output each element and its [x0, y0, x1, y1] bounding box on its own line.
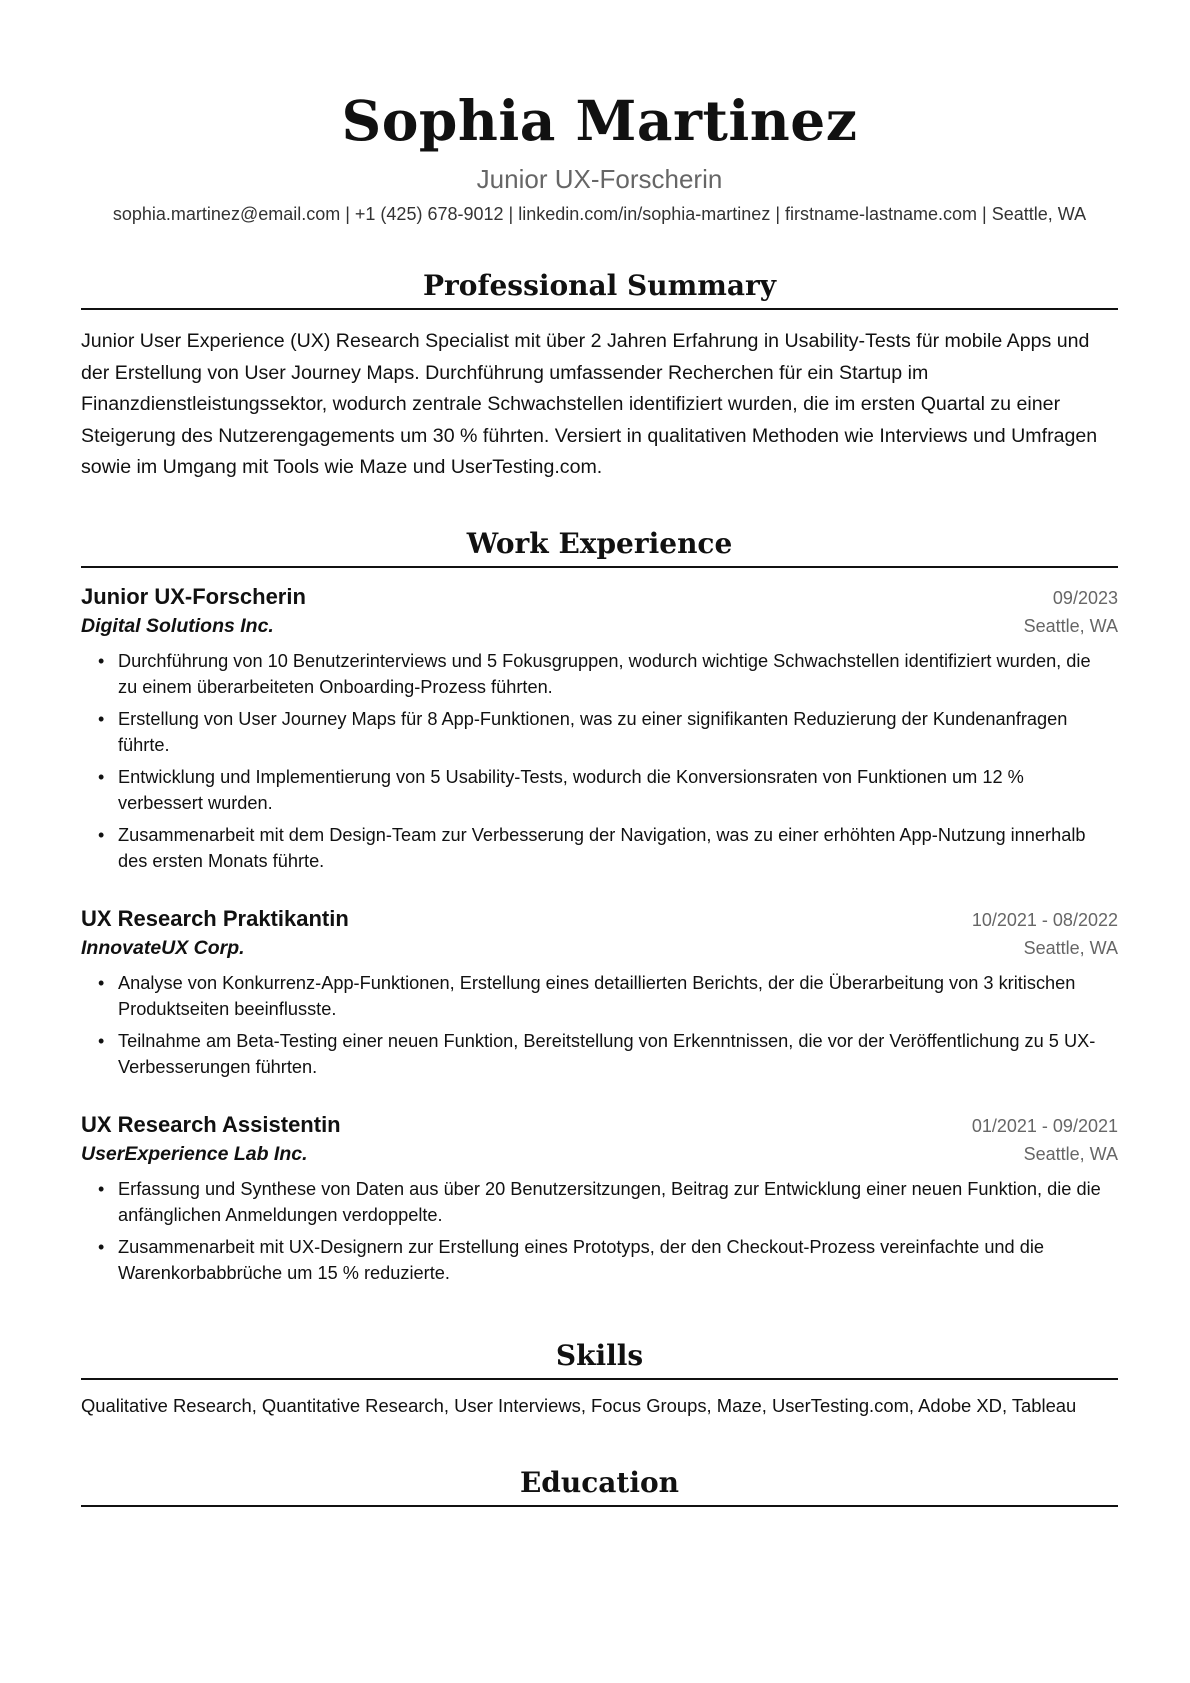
- skills-text: Qualitative Research, Quantitative Research, User Interviews, Focus Groups, Maze, UserTesting.com, Adobe XD, Tableau: [81, 1394, 1077, 1416]
- job-header: [81, 1110, 1118, 1140]
- job-bullet: • Zusammenarbeit mit dem Design-Team zur Verbesserung der Navigation, was zu einer erhöhten App-Nutzung innerhalb des ersten Monats führte.: [118, 822, 1118, 874]
- resume-page: [81, 0, 1118, 1507]
- education-heading: Education: [81, 1463, 1118, 1507]
- summary-heading: Professional Summary: [81, 266, 1118, 310]
- summary-section: [81, 266, 1118, 484]
- job-title: UX Research Assistentin: [81, 1111, 341, 1137]
- contact-line: sophia.martinez@email.com | +1 (425) 678-9012 | linkedin.com/in/sophia-martinez | firstname-lastname.com | Seattle, WA: [112, 204, 1087, 224]
- job-bullet: • Entwicklung und Implementierung von 5 Usability-Tests, wodurch die Konversionsraten von Funktionen um 12 % verbessert wurden.: [118, 764, 1118, 816]
- job-header: [81, 582, 1118, 612]
- job-subheader: [81, 934, 1118, 962]
- job-bullet: • Analyse von Konkurrenz-App-Funktionen, Erstellung eines detaillierten Berichts, der die Überarbeitung von 3 kritischen Produktseiten beeinflusste.: [118, 970, 1118, 1022]
- job-location: Seattle, WA: [1023, 615, 1118, 636]
- job-subheader: [81, 1140, 1118, 1168]
- job-bullets: [81, 648, 1118, 874]
- job-date: 09/2023: [1052, 587, 1118, 608]
- job-bullet: • Erfassung und Synthese von Daten aus über 20 Benutzersitzungen, Beitrag zur Entwicklung einer neuen Funktion, die die anfänglichen Anmeldungen verdoppelte.: [118, 1176, 1118, 1228]
- job-subheader: [81, 612, 1118, 640]
- summary-text: Junior User Experience (UX) Research Specialist mit über 2 Jahren Erfahrung in Usability-Tests für mobile Apps und der Erstellung von User Journey Maps. Durchführung umfassender Recherchen für ein Startup im Finanzdienstleistungssektor, wodurch zentrale Schwachstellen identifiziert wurden, die im ersten Quartal zu einer Steigerung des Nutzerengagements um 30 % führten. Versiert in qualitativen Methoden wie Interviews und Umfragen sowie im Umgang mit Tools wie Maze und UserTesting.com.: [81, 330, 1098, 478]
- job-entry: [81, 904, 1118, 1080]
- job-entry: [81, 1110, 1118, 1286]
- candidate-title: Junior UX-Forscherin: [476, 164, 723, 194]
- job-title: Junior UX-Forscherin: [81, 583, 306, 609]
- job-header: [81, 904, 1118, 934]
- job-company: Digital Solutions Inc.: [81, 614, 274, 637]
- experience-heading: Work Experience: [81, 524, 1118, 568]
- job-entry: [81, 582, 1118, 874]
- experience-section: [81, 524, 1118, 1286]
- job-company: InnovateUX Corp.: [81, 936, 245, 959]
- job-company: UserExperience Lab Inc.: [81, 1142, 308, 1165]
- job-bullet: • Zusammenarbeit mit UX-Designern zur Erstellung eines Prototyps, der den Checkout-Prozess vereinfachte und die Warenkorbabbrüche um 15 % reduzierte.: [118, 1234, 1118, 1286]
- job-bullet: • Teilnahme am Beta-Testing einer neuen Funktion, Bereitstellung von Erkenntnissen, die vor der Veröffentlichung zu 5 UX-Verbesserungen führten.: [118, 1028, 1118, 1080]
- job-bullets: [81, 1176, 1118, 1286]
- education-section: [81, 1463, 1118, 1507]
- job-location: Seattle, WA: [1023, 937, 1118, 958]
- job-title: UX Research Praktikantin: [81, 905, 349, 931]
- job-date: 10/2021 - 08/2022: [971, 909, 1118, 930]
- candidate-name: Sophia Martinez: [341, 88, 858, 153]
- job-location: Seattle, WA: [1023, 1143, 1118, 1164]
- job-bullets: [81, 970, 1118, 1080]
- skills-section: [81, 1336, 1118, 1419]
- skills-heading: Skills: [81, 1336, 1118, 1380]
- job-bullet: • Durchführung von 10 Benutzerinterviews und 5 Fokusgruppen, wodurch wichtige Schwachstellen identifiziert wurden, die zu einem überarbeiteten Onboarding-Prozess führten.: [118, 648, 1118, 700]
- job-date: 01/2021 - 09/2021: [971, 1115, 1118, 1136]
- job-bullet: • Erstellung von User Journey Maps für 8 App-Funktionen, was zu einer signifikanten Reduzierung der Kundenanfragen führte.: [118, 706, 1118, 758]
